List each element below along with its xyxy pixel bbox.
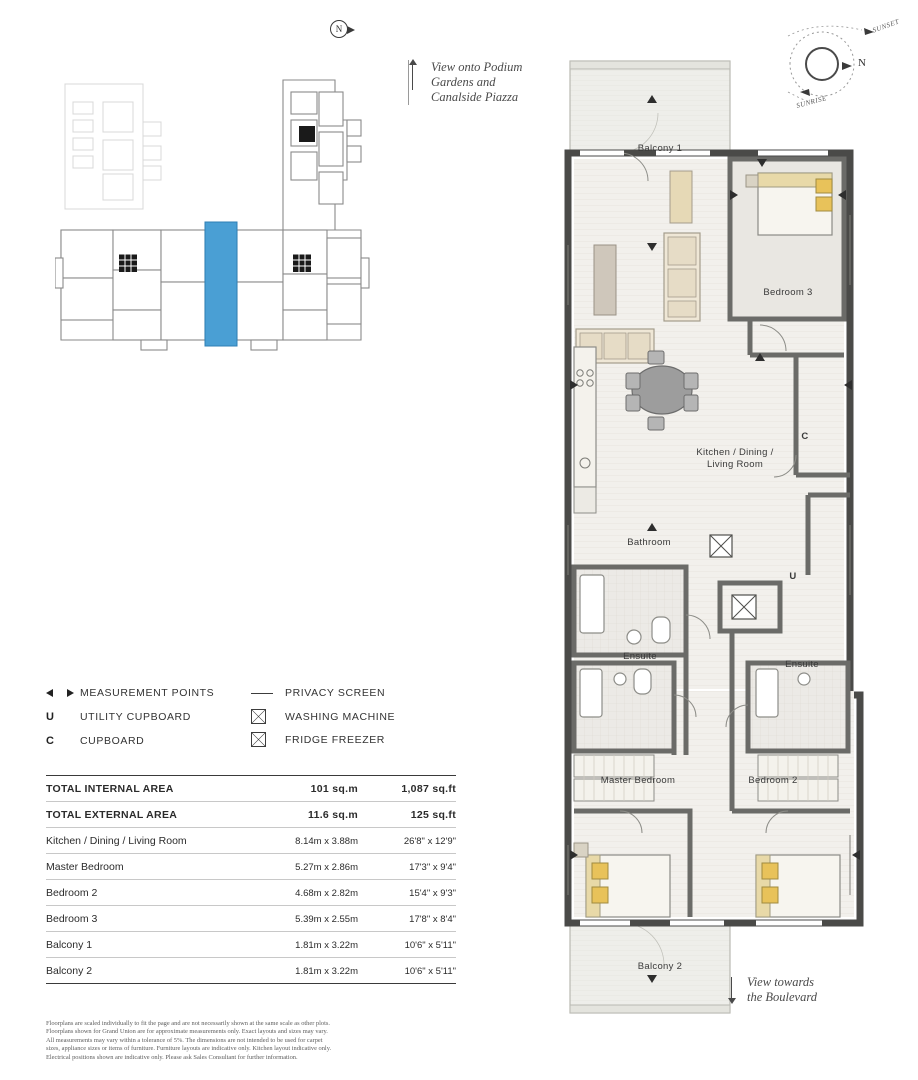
boulevard-note-line-2: the Boulevard <box>747 990 818 1004</box>
compass-sunrise-label: SUNRISE <box>795 94 828 110</box>
letter-u-icon <box>46 711 80 723</box>
down-arrow-icon <box>731 977 732 999</box>
letter-c-icon <box>46 735 80 747</box>
north-marker <box>330 20 360 40</box>
room-label-bedroom-3: Bedroom 3 <box>763 287 813 298</box>
room-label-bathroom: Bathroom <box>627 537 671 548</box>
north-arrow-icon <box>347 26 355 34</box>
podium-view-note <box>408 60 558 105</box>
area-schedule <box>46 775 456 984</box>
area-metric: 101 sq.m <box>248 776 364 802</box>
area-metric: 1.81m x 3.22m <box>248 932 364 958</box>
area-imperial: 26'8" x 12'9" <box>364 828 456 854</box>
table-row <box>46 802 456 828</box>
area-metric: 1.81m x 3.22m <box>248 958 364 984</box>
legend-c-letter: C <box>46 735 55 747</box>
podium-note-line-2: Gardens and <box>431 75 496 89</box>
area-imperial: 17'8" x 8'4" <box>364 906 456 932</box>
legend-label-cupboard: CUPBOARD <box>80 735 145 747</box>
area-imperial: 125 sq.ft <box>364 802 456 828</box>
boulevard-note-line-1: View towards <box>747 975 815 989</box>
disclaimer <box>46 1020 466 1062</box>
area-imperial: 10'6" x 5'11" <box>364 958 456 984</box>
cupboard-marker: C <box>801 431 809 442</box>
legend <box>46 685 446 745</box>
legend-item-privacy-screen <box>251 687 385 699</box>
room-label-balcony-1: Balcony 1 <box>637 143 683 154</box>
table-row <box>46 776 456 802</box>
legend-label-fridge-freezer: FRIDGE FREEZER <box>285 733 385 746</box>
area-metric: 11.6 sq.m <box>248 802 364 828</box>
room-label-ensuite-1: Ensuite <box>623 651 657 662</box>
table-row <box>46 880 456 906</box>
area-metric: 4.68m x 2.82m <box>248 880 364 906</box>
disclaimer-line: Floorplans shown for Grand Union are for approximate measurements only. Exact layouts and sizes may vary. <box>46 1028 328 1036</box>
area-imperial: 1,087 sq.ft <box>364 776 456 802</box>
area-metric: 5.27m x 2.86m <box>248 854 364 880</box>
legend-label-privacy-screen: PRIVACY SCREEN <box>285 687 386 699</box>
legend-label-utility-cupboard: UTILITY CUPBOARD <box>80 711 191 723</box>
compass-sunset-label: SUNSET <box>871 17 901 35</box>
disclaimer-line: All measurements may vary within a tolerance of 5%. The dimensions are not intended to be used for carpet <box>46 1036 323 1044</box>
area-imperial: 15'4" x 9'3" <box>364 880 456 906</box>
area-name: TOTAL INTERNAL AREA <box>46 776 248 802</box>
podium-note-line-1: View onto Podium <box>431 60 523 74</box>
disclaimer-line: sizes, appliance sizes or items of furniture. Furniture layouts are indicative only. Kitchen layout indicative only. <box>46 1045 332 1053</box>
up-arrow-icon <box>412 64 413 90</box>
key-plan <box>55 62 375 352</box>
washing-machine-icon <box>251 709 285 724</box>
disclaimer-line: Floorplans are scaled individually to fit the page and are not necessarily shown at the same scale as other plots. <box>46 1020 330 1027</box>
area-metric: 5.39m x 2.55m <box>248 906 364 932</box>
room-label-master-bedroom: Master Bedroom <box>600 775 676 786</box>
table-row <box>46 906 456 932</box>
area-imperial: 17'3" x 9'4" <box>364 854 456 880</box>
compass-north-label: N <box>858 57 866 69</box>
podium-note-line-3: Canalside Piazza <box>431 90 519 104</box>
area-name: Balcony 1 <box>46 932 248 958</box>
legend-item-cupboard <box>46 735 144 747</box>
legend-label-measurement-points: MEASUREMENT POINTS <box>80 687 215 699</box>
area-name: Kitchen / Dining / Living Room <box>46 828 248 854</box>
measurement-points-icon <box>46 689 80 697</box>
north-letter: N <box>330 20 348 38</box>
area-name: Balcony 2 <box>46 958 248 984</box>
legend-item-utility-cupboard <box>46 711 191 723</box>
area-name: Bedroom 2 <box>46 880 248 906</box>
legend-u-letter: U <box>46 711 55 723</box>
utility-marker: U <box>789 571 797 582</box>
legend-label-washing-machine: WASHING MACHINE <box>285 710 396 723</box>
boulevard-view-note <box>727 975 867 1005</box>
area-name: TOTAL EXTERNAL AREA <box>46 802 248 828</box>
fridge-freezer-icon <box>251 732 285 747</box>
legend-item-measurement-points <box>46 687 214 699</box>
room-label-ensuite-2: Ensuite <box>785 659 819 670</box>
table-row <box>46 958 456 984</box>
privacy-screen-icon <box>251 693 285 694</box>
area-name: Bedroom 3 <box>46 906 248 932</box>
apartment-floor-plan <box>560 55 905 1015</box>
legend-item-washing-machine <box>251 709 395 724</box>
area-name: Master Bedroom <box>46 854 248 880</box>
area-metric: 8.14m x 3.88m <box>248 828 364 854</box>
table-row <box>46 828 456 854</box>
room-label-balcony-2: Balcony 2 <box>637 961 683 972</box>
table-row <box>46 854 456 880</box>
room-label-bedroom-2: Bedroom 2 <box>748 775 798 786</box>
area-imperial: 10'6" x 5'11" <box>364 932 456 958</box>
table-row <box>46 932 456 958</box>
disclaimer-line: Electrical positions shown are indicative only. Please ask Sales Consultant for further information. <box>46 1053 298 1061</box>
legend-item-fridge-freezer <box>251 732 385 747</box>
room-label-kitchen-dining-living: Kitchen / Dining / Living Room <box>696 447 774 470</box>
